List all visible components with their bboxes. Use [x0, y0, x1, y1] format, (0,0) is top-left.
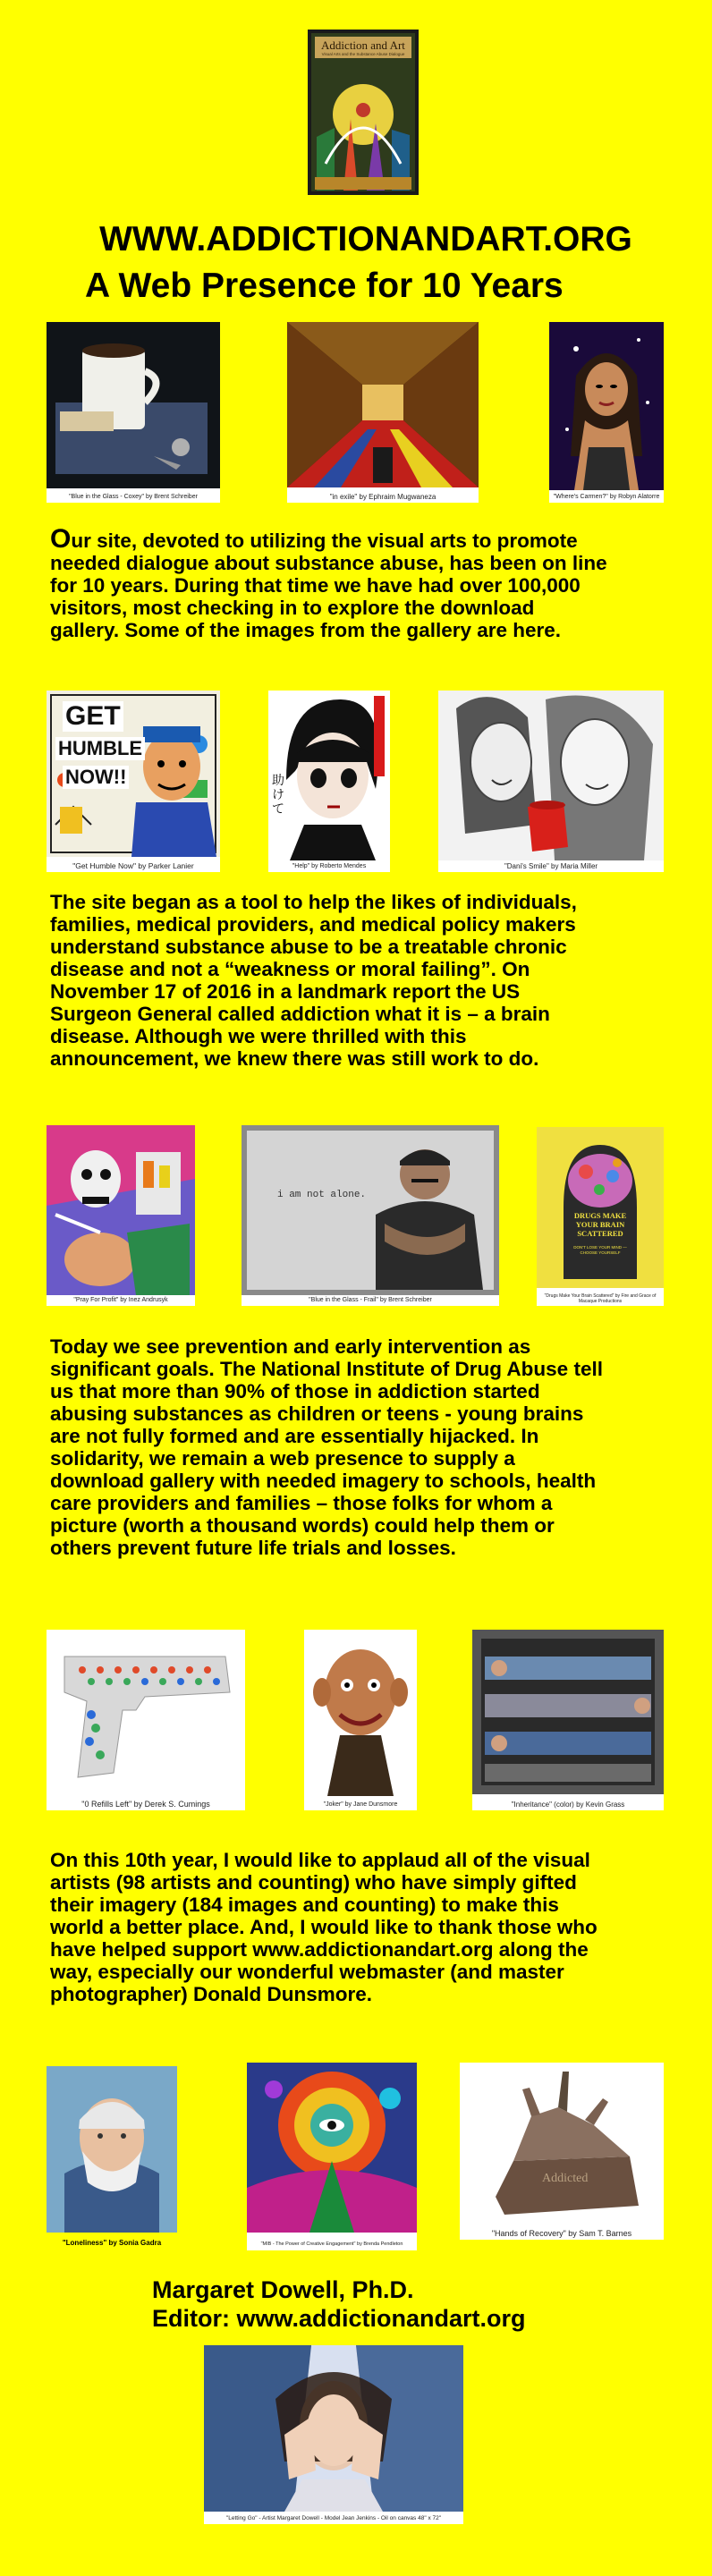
artwork-help [268, 691, 390, 872]
paragraph-line: us that more than 90% of those in addiction started [50, 1380, 540, 1402]
caption: "Loneliness" by Sonia Gadra [62, 2239, 162, 2247]
paragraph-line: gallery. Some of the images from the gallery are here. [50, 619, 562, 641]
artwork-drugs-make-your-brain-scattered [537, 1127, 664, 1306]
paragraph-1 [50, 524, 607, 641]
caption: "Where's Carmen?" by Robyn Alatorre [553, 494, 660, 500]
signature-name: Margaret Dowell, Ph.D. [152, 2276, 414, 2303]
artwork-loneliness [47, 2066, 177, 2249]
artwork-wheres-carmen [549, 322, 664, 503]
artwork-hands-of-recovery [460, 2063, 664, 2240]
paragraph-line: understand substance abuse to be a treatable chronic [50, 936, 567, 958]
art-text: Addicted [542, 2172, 589, 2185]
paragraph-line: November 17 of 2016 in a landmark report the US [50, 980, 521, 1003]
paragraph-line: announcement, we knew there was still work to do. [50, 1047, 539, 1070]
paragraph-line: families, medical providers, and medical policy makers [50, 913, 576, 936]
caption: "0 Refills Left" by Derek S. Cumings [81, 1801, 210, 1809]
paragraph-line: their imagery (184 images and counting) to make this [50, 1894, 559, 1916]
book-cover-logo [308, 30, 419, 195]
logo-subtitle: Visual Arts and the Substance Abuse Dialogue [321, 52, 405, 56]
paragraph-line: picture (worth a thousand words) could help them or [50, 1514, 555, 1537]
paragraph-line: artists (98 artists and counting) who have simply gifted [50, 1871, 577, 1894]
artwork-get-humble-now [47, 691, 220, 872]
paragraph-line: disease and not a “weakness or moral failing”. On [50, 958, 530, 980]
caption: "Drugs Make Your Brain Scattered" by Fire and Grace of Macaque Productions [544, 1293, 657, 1304]
paragraph-line: others prevent future life trials and losses. [50, 1537, 456, 1559]
paragraph-line: are not fully formed and are essentially hijacked. In [50, 1425, 539, 1447]
artwork-danis-smile [438, 691, 664, 872]
logo-title: Addiction and Art [321, 38, 405, 52]
artwork-blue-in-the-glass-frail [242, 1125, 499, 1306]
artwork-joker [304, 1630, 417, 1810]
art-text: HUMBLE [55, 737, 145, 760]
artwork-inheritance [472, 1630, 664, 1810]
art-text: 助けて [272, 773, 284, 816]
paragraph-line: The site began as a tool to help the likes of individuals, [50, 891, 577, 913]
paragraph-line: Surgeon General called addiction what it is – a brain [50, 1003, 550, 1025]
caption: "Help" by Roberto Mendes [292, 863, 367, 869]
caption: "Get Humble Now" by Parker Lanier [72, 862, 194, 870]
paragraph-line: abusing substances as children or teens - young brains [50, 1402, 584, 1425]
caption: "Joker" by Jane Dunsmore [323, 1801, 398, 1808]
art-text: GET [63, 701, 123, 732]
paragraph-4 [50, 1849, 598, 2005]
paragraph-line: Today we see prevention and early intervention as [50, 1335, 531, 1358]
caption: "MIB - The Power of Creative Engagement" by Brenda Pendleton [260, 2241, 403, 2247]
art-text: DON'T LOSE YOUR MIND — CHOOSE YOURSELF [573, 1245, 627, 1255]
paragraph-line: have helped support www.addictionandart.org along the [50, 1938, 589, 1961]
artwork-in-exile [287, 322, 479, 503]
caption: "Blue in the Glass - Frail" by Brent Schreiber [309, 1297, 432, 1303]
art-text: i am not alone. [277, 1190, 367, 1200]
paragraph-line: On this 10th year, I would like to applaud all of the visual [50, 1849, 590, 1871]
caption: "in exile" by Ephraim Mugwaneza [329, 493, 437, 501]
artwork-blue-in-the-glass-coxey [47, 322, 220, 503]
paragraph-line: for 10 years. During that time we have had over 100,000 [50, 574, 581, 597]
dropcap: O [50, 524, 72, 554]
caption: "Inheritance" (color) by Kevin Grass [511, 1801, 625, 1809]
paragraph-line: photographer) Donald Dunsmore. [50, 1983, 372, 2005]
artwork-pray-for-profit [47, 1125, 195, 1306]
paragraph-2 [50, 891, 577, 1070]
caption: "Dani's Smile" by Maria Miller [504, 862, 598, 870]
paragraph-line: download gallery with needed imagery to schools, health [50, 1470, 597, 1492]
paragraph-line: needed dialogue about substance abuse, has been on line [50, 552, 607, 574]
caption: "Hands of Recovery" by Sam T. Barnes [491, 2230, 632, 2238]
art-text: NOW!! [63, 766, 129, 789]
paragraph-line: visitors, most checking in to explore the download [50, 597, 535, 619]
caption: "Pray For Profit" by Inez Andrusyk [73, 1297, 168, 1303]
artwork-letting-go [204, 2345, 463, 2524]
paragraph-3 [50, 1335, 603, 1559]
paragraph-line: way, especially our wonderful webmaster (and master [50, 1961, 564, 1983]
paragraph-line: world a better place. And, I would like to thank those who [50, 1916, 598, 1938]
paragraph-line: significant goals. The National Institute of Drug Abuse tell [50, 1358, 603, 1380]
paragraph-line: disease. Although we were thrilled with this [50, 1025, 467, 1047]
art-text: DRUGS MAKE YOUR BRAIN SCATTERED [573, 1211, 627, 1238]
caption: "Blue in the Glass - Coxey" by Brent Schreiber [69, 494, 198, 500]
site-title: WWW.ADDICTIONANDART.ORG [99, 220, 632, 258]
paragraph-line: care providers and families – those folks for whom a [50, 1492, 553, 1514]
signature-role: Editor: www.addictionandart.org [152, 2305, 526, 2332]
caption: "Letting Go" - Artist Margaret Dowell - Model Jean Jenkins - Oil on canvas 48" x 72" [225, 2515, 442, 2521]
artwork-0-refills-left [47, 1630, 245, 1810]
paragraph-line: Our site, devoted to utilizing the visual arts to promote [50, 524, 578, 554]
artwork-mib-power-of-creative-engagement [247, 2063, 417, 2250]
paragraph-line: solidarity, we remain a web presence to supply a [50, 1447, 515, 1470]
site-subtitle: A Web Presence for 10 Years [85, 267, 564, 305]
